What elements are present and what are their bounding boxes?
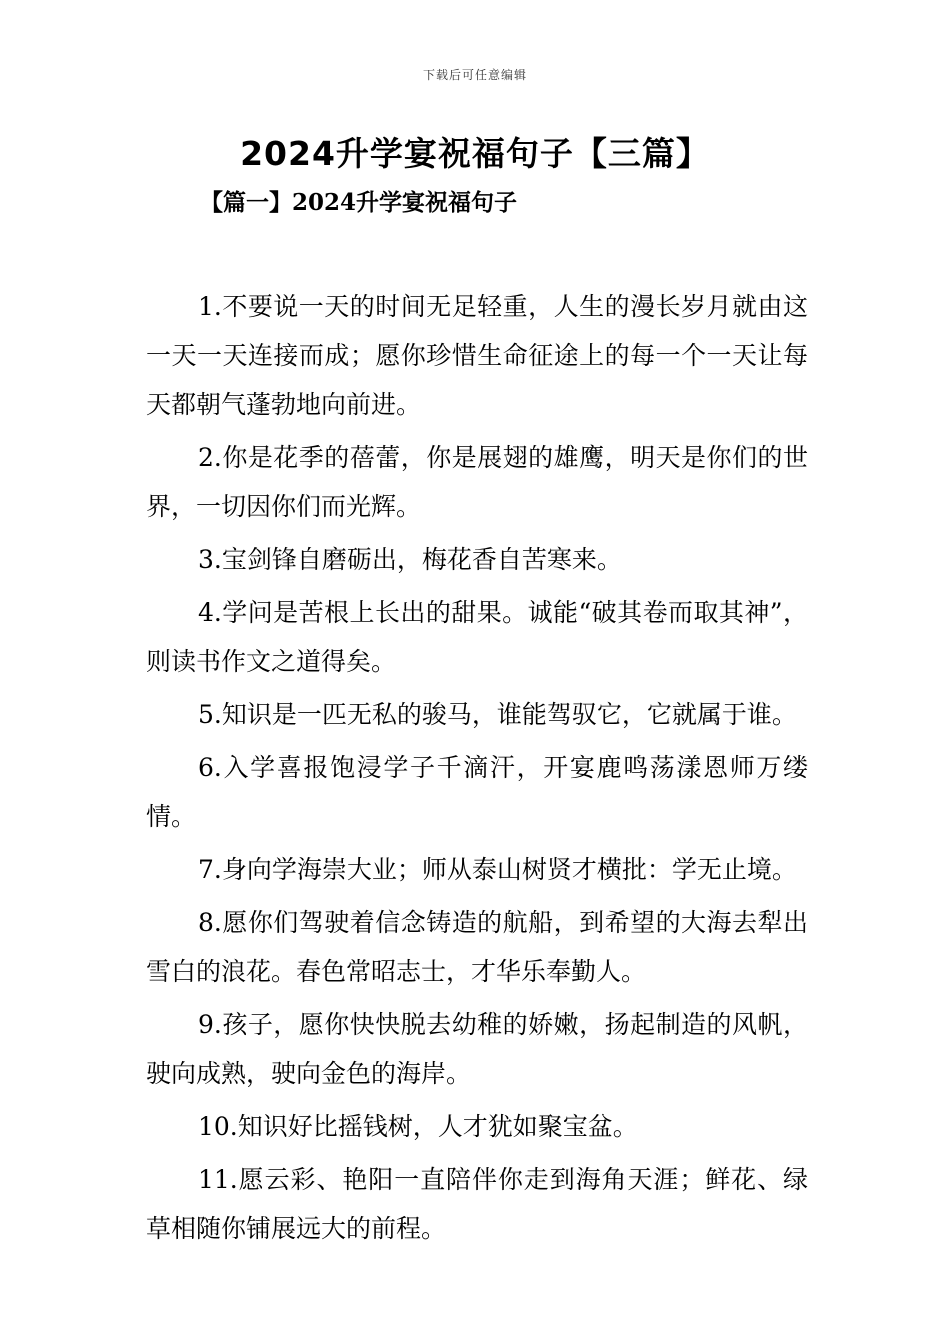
blessing-item-8: 8.愿你们驾驶着信念铸造的航船，到希望的大海去犁出雪白的浪花。春色常昭志士，才华乐奉勤人。 — [146, 908, 808, 986]
section-heading: 【篇一】2024升学宴祝福句子 — [200, 189, 518, 216]
blessing-item-3: 3.宝剑锋自磨砺出，梅花香自苦寒来。 — [198, 545, 622, 574]
blessing-list — [146, 282, 808, 1257]
blessing-item-9: 9.孩子，愿你快快脱去幼稚的娇嫩，扬起制造的风帆，驶向成熟，驶向金色的海岸。 — [146, 1010, 808, 1088]
blessing-item-10: 10.知识好比摇钱树，人才犹如聚宝盆。 — [198, 1112, 638, 1141]
blessing-item-5: 5.知识是一匹无私的骏马，谁能驾驭它，它就属于谁。 — [198, 700, 797, 729]
document-title: 2024升学宴祝福句子【三篇】 — [240, 134, 710, 173]
blessing-item-6: 6.入学喜报饱浸学子千滴汗，开宴鹿鸣荡漾恩师万缕情。 — [146, 753, 808, 831]
blessing-item-11: 11.愿云彩、艳阳一直陪伴你走到海角天涯；鲜花、绿草相随你铺展远大的前程。 — [146, 1165, 808, 1243]
blessing-item-2: 2.你是花季的蓓蕾，你是展翅的雄鹰，明天是你们的世界，一切因你们而光辉。 — [146, 443, 808, 521]
blessing-item-7: 7.身向学海崇大业；师从泰山树贤才横批：学无止境。 — [198, 855, 797, 884]
header-note: 下载后可任意编辑 — [422, 68, 527, 82]
blessing-item-1: 1.不要说一天的时间无足轻重，人生的漫长岁月就由这一天一天连接而成；愿你珍惜生命征途上的每一个一天让每天都朝气蓬勃地向前进。 — [146, 292, 808, 419]
blessing-item-4: 4.学问是苦根上长出的甜果。诚能“破其卷而取其神”，则读书作文之道得矣。 — [146, 598, 808, 676]
